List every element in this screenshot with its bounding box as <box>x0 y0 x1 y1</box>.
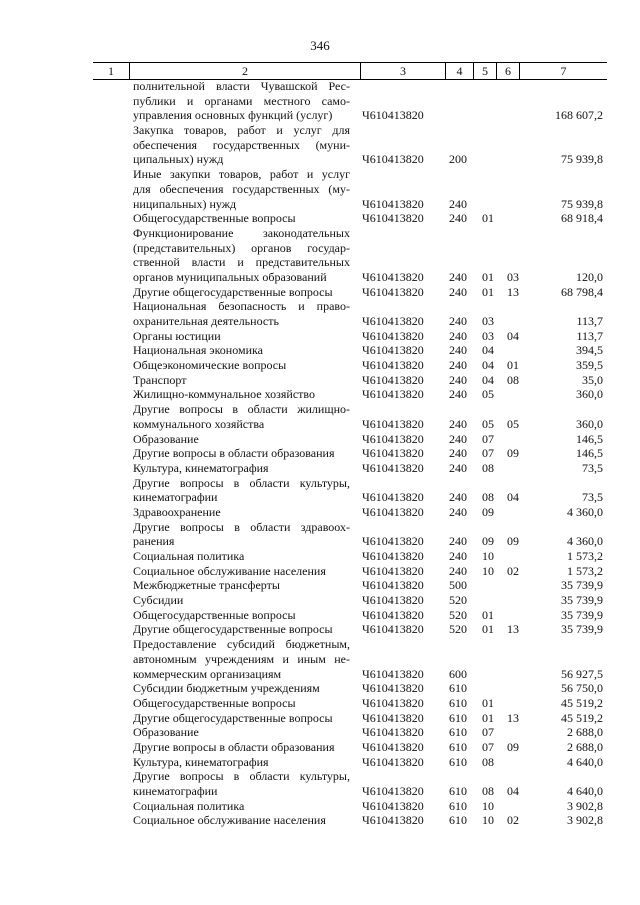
row-amount: 35 739,9 <box>561 578 603 593</box>
row-expense-type: 240 <box>449 211 467 226</box>
row-section: 01 <box>482 622 494 637</box>
row-section: 05 <box>482 387 494 402</box>
row-name <box>133 637 350 681</box>
table-row <box>0 637 640 681</box>
row-name-line: Социальная политика <box>133 798 245 813</box>
row-name <box>133 593 350 608</box>
table-row <box>0 432 640 447</box>
row-name-line: Другие вопросы в области образования <box>133 739 335 754</box>
row-section: 01 <box>482 211 494 226</box>
row-name-line: Жилищно-коммунальное хозяйство <box>133 387 316 402</box>
row-expense-type: 240 <box>449 563 467 578</box>
row-name-line: ципальных) нужд <box>133 152 224 167</box>
row-target-code: Ч610413820 <box>362 563 424 578</box>
row-name <box>133 329 350 344</box>
row-target-code: Ч610413820 <box>362 416 424 431</box>
table-row <box>0 711 640 726</box>
row-expense-type: 610 <box>449 813 467 828</box>
row-amount: 3 902,8 <box>567 798 603 813</box>
row-name <box>133 622 350 637</box>
row-amount: 360,0 <box>576 416 603 431</box>
row-name <box>133 564 350 579</box>
row-expense-type: 610 <box>449 695 467 710</box>
row-name-line: Субсидии <box>133 593 184 608</box>
row-target-code: Ч610413820 <box>362 695 424 710</box>
row-amount: 113,7 <box>576 328 603 343</box>
row-name <box>133 725 350 740</box>
row-expense-type: 240 <box>449 372 467 387</box>
row-section: 04 <box>482 343 494 358</box>
row-target-code: Ч610413820 <box>362 681 424 696</box>
row-amount: 75 939,8 <box>561 152 603 167</box>
row-target-code: Ч610413820 <box>362 387 424 402</box>
row-subsection: 09 <box>507 446 519 461</box>
row-target-code: Ч610413820 <box>362 431 424 446</box>
row-expense-type: 520 <box>449 607 467 622</box>
row-name-line: Культура, кинематография <box>133 754 269 769</box>
row-amount: 35 739,9 <box>561 593 603 608</box>
row-amount: 146,5 <box>576 431 603 446</box>
row-name-line: Другие вопросы в области культуры, <box>133 769 350 784</box>
row-target-code: Ч610413820 <box>362 798 424 813</box>
row-amount: 113,7 <box>576 314 603 328</box>
row-name-line: (представительных) органов государ- <box>133 240 350 255</box>
row-expense-type: 610 <box>449 710 467 725</box>
table-row <box>0 681 640 696</box>
row-subsection: 01 <box>507 358 519 373</box>
row-target-code: Ч610413820 <box>362 754 424 769</box>
row-target-code: Ч610413820 <box>362 504 424 519</box>
row-section: 07 <box>482 446 494 461</box>
row-expense-type: 240 <box>449 446 467 461</box>
row-name <box>133 813 350 828</box>
row-target-code: Ч610413820 <box>362 372 424 387</box>
table-row <box>0 226 640 285</box>
row-amount: 73,5 <box>582 490 603 505</box>
row-subsection: 13 <box>507 710 519 725</box>
row-name <box>133 520 350 549</box>
row-name-line: Общегосударственные вопросы <box>133 695 296 710</box>
row-name <box>133 387 350 402</box>
table-row <box>0 461 640 476</box>
row-target-code: Ч610413820 <box>362 710 424 725</box>
row-name-line: Иные закупки товаров, работ и услуг <box>133 167 350 182</box>
row-name-line: Другие вопросы в области образования <box>133 446 335 461</box>
header-col-1: 1 <box>108 64 114 78</box>
row-section: 07 <box>482 725 494 740</box>
table-row <box>0 622 640 637</box>
row-name-line: коммерческим организациям <box>133 666 282 681</box>
row-section: 01 <box>482 695 494 710</box>
row-expense-type: 240 <box>449 490 467 505</box>
row-name-line: Другие общегосударственные вопросы <box>133 622 333 637</box>
table-row <box>0 578 640 593</box>
row-target-code: Ч610413820 <box>362 269 424 284</box>
row-target-code: Ч610413820 <box>362 446 424 461</box>
table-row <box>0 373 640 388</box>
row-target-code: Ч610413820 <box>362 284 424 299</box>
table-row <box>0 813 640 828</box>
row-name-line: Межбюджетные трансферты <box>133 578 280 593</box>
row-target-code: Ч610413820 <box>362 460 424 475</box>
row-name-line: полнительной власти Чувашской Рес- <box>133 79 350 93</box>
row-target-code: Ч610413820 <box>362 358 424 373</box>
row-name <box>133 432 350 447</box>
row-name-line: управления основных функций (услуг) <box>133 108 333 123</box>
header-col-3: 3 <box>400 64 406 78</box>
row-name <box>133 167 350 211</box>
row-amount: 45 519,2 <box>561 695 603 710</box>
row-amount: 73,5 <box>582 460 603 475</box>
row-amount: 2 688,0 <box>567 725 603 740</box>
row-subsection: 13 <box>507 622 519 637</box>
row-subsection: 04 <box>507 328 519 343</box>
row-expense-type: 240 <box>449 387 467 402</box>
table-row <box>0 755 640 770</box>
row-name-line: Другие вопросы в области жилищно- <box>133 402 350 417</box>
row-name-line: для обеспечения государственных (му- <box>133 181 350 196</box>
row-subsection: 09 <box>507 739 519 754</box>
row-target-code: Ч610413820 <box>362 593 424 608</box>
row-name-line: Другие вопросы в области здравоох- <box>133 519 350 534</box>
row-name <box>133 461 350 476</box>
table-row <box>0 520 640 549</box>
row-expense-type: 240 <box>449 358 467 373</box>
table-row <box>0 343 640 358</box>
row-target-code: Ч610413820 <box>362 813 424 828</box>
row-amount: 359,5 <box>576 358 603 373</box>
row-expense-type: 200 <box>449 152 467 167</box>
row-name <box>133 285 350 300</box>
table-row <box>0 285 640 300</box>
row-name <box>133 549 350 564</box>
row-expense-type: 240 <box>449 314 467 328</box>
row-section: 04 <box>482 372 494 387</box>
row-name <box>133 681 350 696</box>
row-amount: 4 360,0 <box>567 534 603 549</box>
table-row <box>0 329 640 344</box>
row-name-line: Культура, кинематография <box>133 460 269 475</box>
row-name-line: Национальная экономика <box>133 343 263 358</box>
row-name-line: Предоставление субсидий бюджетным, <box>133 637 350 652</box>
row-amount: 35,0 <box>582 372 603 387</box>
table-row <box>0 123 640 167</box>
row-name <box>133 79 350 123</box>
row-subsection: 04 <box>507 784 519 798</box>
row-subsection: 02 <box>507 813 519 828</box>
row-name-line: публики и органами местного само- <box>133 93 350 108</box>
row-name-line: органов муниципальных образований <box>133 269 327 284</box>
row-expense-type: 240 <box>449 284 467 299</box>
row-name <box>133 373 350 388</box>
row-name <box>133 299 350 328</box>
row-name <box>133 476 350 505</box>
row-target-code: Ч610413820 <box>362 739 424 754</box>
row-section: 10 <box>482 563 494 578</box>
table-row <box>0 211 640 226</box>
row-name <box>133 711 350 726</box>
table-row <box>0 358 640 373</box>
row-target-code: Ч610413820 <box>362 622 424 637</box>
table-row <box>0 549 640 564</box>
table-row <box>0 476 640 505</box>
table-row <box>0 608 640 623</box>
row-name-line: Органы юстиции <box>133 328 221 343</box>
row-name <box>133 740 350 755</box>
row-name-line: Национальная безопасность и право- <box>133 299 350 314</box>
row-section: 08 <box>482 460 494 475</box>
row-amount: 120,0 <box>576 269 603 284</box>
table-row <box>0 387 640 402</box>
row-expense-type: 240 <box>449 504 467 519</box>
row-expense-type: 240 <box>449 534 467 549</box>
row-amount: 45 519,2 <box>561 710 603 725</box>
row-target-code: Ч610413820 <box>362 490 424 505</box>
row-amount: 35 739,9 <box>561 622 603 637</box>
row-amount: 56 927,5 <box>561 666 603 681</box>
row-name-line: Субсидии бюджетным учреждениям <box>133 681 320 696</box>
row-expense-type: 520 <box>449 593 467 608</box>
row-name-line: Социальное обслуживание населения <box>133 563 326 578</box>
row-section: 01 <box>482 269 494 284</box>
row-target-code: Ч610413820 <box>362 534 424 549</box>
row-name <box>133 226 350 285</box>
row-name <box>133 696 350 711</box>
row-name <box>133 402 350 431</box>
row-amount: 360,0 <box>576 387 603 402</box>
row-amount: 1 573,2 <box>567 549 603 563</box>
page-number: 346 <box>310 38 330 53</box>
row-target-code: Ч610413820 <box>362 314 424 328</box>
row-section: 05 <box>482 416 494 431</box>
row-name-line: ранения <box>133 534 175 549</box>
row-amount: 4 640,0 <box>567 784 603 798</box>
row-name-line: Транспорт <box>133 372 187 387</box>
row-name-line: Образование <box>133 725 199 740</box>
row-name-line: кинематографии <box>133 490 218 505</box>
row-section: 10 <box>482 813 494 828</box>
row-section: 01 <box>482 284 494 299</box>
row-subsection: 02 <box>507 563 519 578</box>
row-name-line: ственной власти и представительных <box>133 255 350 270</box>
row-expense-type: 240 <box>449 269 467 284</box>
row-name-line: кинематографии <box>133 784 218 798</box>
row-expense-type: 240 <box>449 416 467 431</box>
row-amount: 4 640,0 <box>567 754 603 769</box>
row-section: 08 <box>482 784 494 798</box>
table-row <box>0 725 640 740</box>
row-subsection: 09 <box>507 534 519 549</box>
row-section: 07 <box>482 739 494 754</box>
row-expense-type: 610 <box>449 754 467 769</box>
table-row <box>0 799 640 814</box>
row-expense-type: 240 <box>449 196 467 211</box>
table-row <box>0 505 640 520</box>
row-expense-type: 240 <box>449 328 467 343</box>
header-col-7: 7 <box>560 64 567 78</box>
row-expense-type: 610 <box>449 681 467 696</box>
row-section: 08 <box>482 754 494 769</box>
row-name <box>133 769 350 798</box>
row-name-line: Социальное обслуживание населения <box>133 813 326 828</box>
row-name-line: Образование <box>133 431 199 446</box>
row-amount: 3 902,8 <box>567 813 603 828</box>
row-amount: 4 360,0 <box>567 504 603 519</box>
table-row <box>0 740 640 755</box>
row-section: 03 <box>482 328 494 343</box>
row-amount: 394,5 <box>576 343 603 358</box>
row-section: 01 <box>482 710 494 725</box>
table-row <box>0 299 640 328</box>
row-name-line: коммунального хозяйства <box>133 416 265 431</box>
row-section: 01 <box>482 607 494 622</box>
row-target-code: Ч610413820 <box>362 343 424 358</box>
row-name-line: охранительная деятельность <box>133 314 279 328</box>
row-name <box>133 505 350 520</box>
row-section: 09 <box>482 504 494 519</box>
row-expense-type: 610 <box>449 784 467 798</box>
row-name-line: автономным учреждениям и иным не- <box>133 651 350 666</box>
table-body <box>0 79 640 828</box>
row-expense-type: 240 <box>449 460 467 475</box>
row-name-line: Другие вопросы в области культуры, <box>133 475 350 490</box>
row-section: 10 <box>482 798 494 813</box>
header-col-4: 4 <box>456 64 463 78</box>
row-subsection: 08 <box>507 372 519 387</box>
row-name <box>133 446 350 461</box>
row-expense-type: 610 <box>449 725 467 740</box>
table-row <box>0 167 640 211</box>
row-target-code: Ч610413820 <box>362 607 424 622</box>
row-subsection: 04 <box>507 490 519 505</box>
header-col-6: 6 <box>505 64 511 78</box>
row-expense-type: 240 <box>449 343 467 358</box>
row-name-line: Другие общегосударственные вопросы <box>133 710 333 725</box>
row-expense-type: 610 <box>449 798 467 813</box>
row-target-code: Ч610413820 <box>362 784 424 798</box>
row-section: 07 <box>482 431 494 446</box>
row-section: 09 <box>482 534 494 549</box>
row-section: 04 <box>482 358 494 373</box>
row-target-code: Ч610413820 <box>362 196 424 211</box>
table-row <box>0 402 640 431</box>
row-expense-type: 240 <box>449 549 467 563</box>
row-name-line: Здравоохранение <box>133 504 221 519</box>
row-amount: 56 750,0 <box>561 681 603 696</box>
row-amount: 1 573,2 <box>567 563 603 578</box>
table-row <box>0 446 640 461</box>
row-section: 03 <box>482 314 494 328</box>
row-section: 08 <box>482 490 494 505</box>
row-expense-type: 600 <box>449 666 467 681</box>
table-row <box>0 769 640 798</box>
row-target-code: Ч610413820 <box>362 725 424 740</box>
row-name-line: Общегосударственные вопросы <box>133 607 296 622</box>
row-name-line: Закупка товаров, работ и услуг для <box>133 123 350 138</box>
table-row <box>0 564 640 579</box>
table-row <box>0 696 640 711</box>
table-row <box>0 79 640 123</box>
row-target-code: Ч610413820 <box>362 108 424 123</box>
row-amount: 68 798,4 <box>561 284 603 299</box>
row-name <box>133 123 350 167</box>
row-subsection: 05 <box>507 416 519 431</box>
row-name-line: Общегосударственные вопросы <box>133 211 296 226</box>
header-col-2: 2 <box>242 64 248 78</box>
row-section: 10 <box>482 549 494 563</box>
header-col-5: 5 <box>482 64 488 78</box>
row-expense-type: 500 <box>449 578 467 593</box>
row-expense-type: 520 <box>449 622 467 637</box>
table-header <box>93 62 607 80</box>
row-target-code: Ч610413820 <box>362 549 424 563</box>
row-target-code: Ч610413820 <box>362 666 424 681</box>
row-target-code: Ч610413820 <box>362 328 424 343</box>
row-name <box>133 211 350 226</box>
row-name <box>133 358 350 373</box>
row-name-line: ниципальных) нужд <box>133 196 237 211</box>
row-amount: 35 739,9 <box>561 607 603 622</box>
table-row <box>0 593 640 608</box>
row-name <box>133 578 350 593</box>
row-amount: 2 688,0 <box>567 739 603 754</box>
row-amount: 146,5 <box>576 446 603 461</box>
row-subsection: 13 <box>507 284 519 299</box>
row-name-line: Общеэкономические вопросы <box>133 358 287 373</box>
row-expense-type: 610 <box>449 739 467 754</box>
row-name <box>133 799 350 814</box>
row-name-line: Функционирование законодательных <box>133 225 350 240</box>
row-name <box>133 343 350 358</box>
row-name-line: Другие общегосударственные вопросы <box>133 284 333 299</box>
row-target-code: Ч610413820 <box>362 578 424 593</box>
row-name-line: Социальная политика <box>133 549 245 563</box>
row-name <box>133 755 350 770</box>
row-amount: 168 607,2 <box>555 108 603 123</box>
row-name <box>133 608 350 623</box>
row-subsection: 03 <box>507 269 519 284</box>
row-amount: 75 939,8 <box>561 196 603 211</box>
row-amount: 68 918,4 <box>561 211 603 226</box>
row-name-line: обеспечения государственных (муни- <box>133 137 350 152</box>
row-target-code: Ч610413820 <box>362 211 424 226</box>
row-target-code: Ч610413820 <box>362 152 424 167</box>
row-expense-type: 240 <box>449 431 467 446</box>
